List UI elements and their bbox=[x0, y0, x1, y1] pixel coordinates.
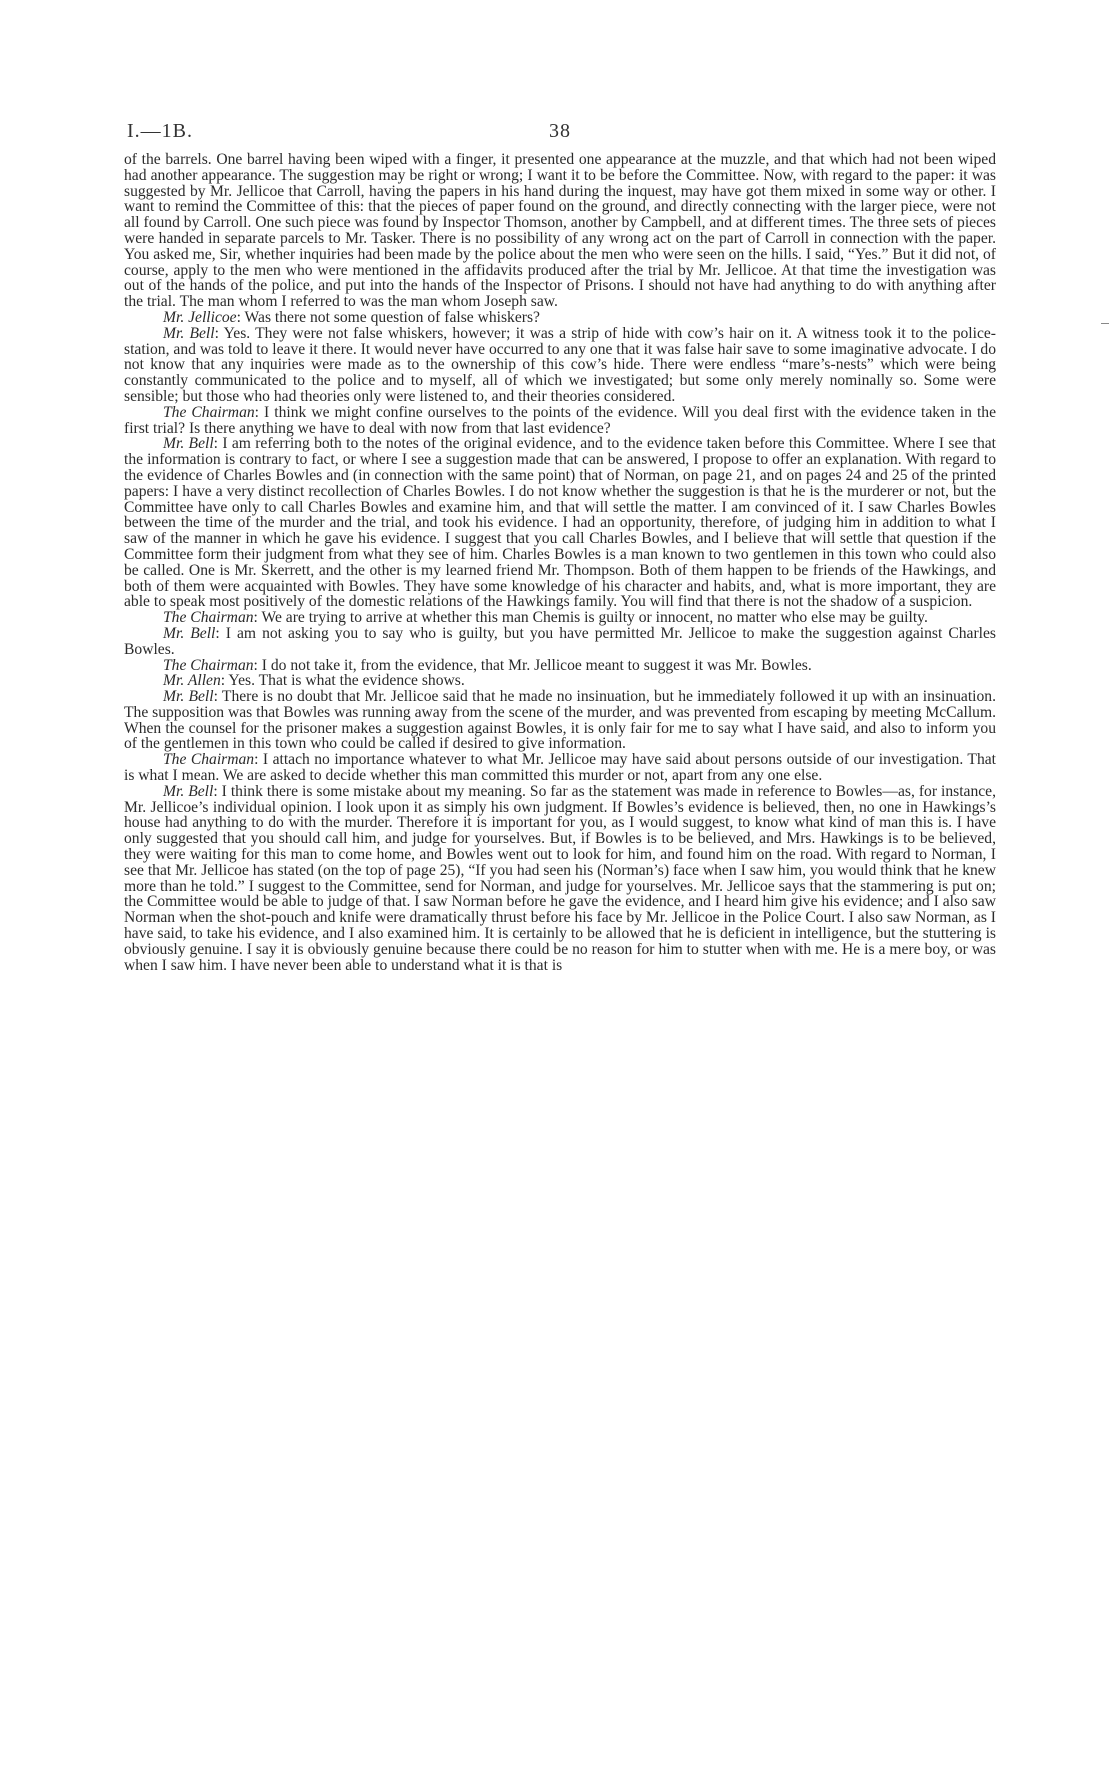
paragraph-text: : Was there not some question of false whiskers? bbox=[236, 308, 540, 326]
paragraph bbox=[124, 326, 996, 405]
paragraph-text: : I think we might confine ourselves to the points of the evidence. Will you deal first with the evidence taken in the first trial? Is there anything we have to deal with now from that last evidence? bbox=[124, 403, 996, 437]
speaker-name: Mr. Bell bbox=[163, 435, 214, 453]
page-number: 38 bbox=[549, 120, 571, 142]
paragraph-text: : I do not take it, from the evidence, that Mr. Jellicoe meant to suggest it was Mr. Bowles. bbox=[253, 656, 812, 674]
paragraph bbox=[124, 689, 996, 752]
speaker-name: Mr. Bell bbox=[163, 688, 214, 706]
page-header bbox=[124, 118, 996, 152]
paragraph bbox=[124, 152, 996, 310]
paragraph-text: : We are trying to arrive at whether this man Chemis is guilty or innocent, no matter who else may be guilty. bbox=[253, 609, 928, 627]
paragraph bbox=[124, 310, 996, 326]
speaker-name: The Chairman bbox=[163, 656, 254, 674]
speaker-name: The Chairman bbox=[163, 751, 255, 769]
document-reference: I.—1B. bbox=[127, 120, 193, 142]
paragraph-text: : Yes. They were not false whiskers, however; it was a strip of hide with cow’s hair on it. A witness took it to the police-station, and was told to leave it there. It would never have occurred to any one that it was false hair save to some imaginative advocate. I do not know that any inquiries were made as to the ownership of this cow’s hide. There were endless “mare’s-nests” which were being constantly communicated to the police and to myself, all of which we investigated; but some only merely nominally so. Some were sensible; but those who had theories only were listened to, and their theories considered. bbox=[124, 324, 996, 405]
paragraph bbox=[124, 673, 996, 689]
margin-mark bbox=[1101, 323, 1109, 324]
paragraph bbox=[124, 610, 996, 626]
speaker-name: Mr. Bell bbox=[163, 324, 215, 342]
speaker-name: The Chairman bbox=[163, 403, 255, 421]
document-body bbox=[124, 152, 996, 973]
paragraph bbox=[124, 405, 996, 437]
paragraph-text: : I attach no importance whatever to what Mr. Jellicoe may have said about persons outside of our investigation. That is what I mean. We are asked to decide whether this man committed this murder or not, apart from any one else. bbox=[124, 751, 996, 785]
speaker-name: Mr. Allen bbox=[163, 672, 221, 690]
paragraph bbox=[124, 658, 996, 674]
speaker-name: Mr. Jellicoe bbox=[163, 308, 237, 326]
document-page bbox=[124, 118, 996, 973]
paragraph bbox=[124, 436, 996, 610]
paragraph-text: : I am referring both to the notes of the original evidence, and to the evidence taken before this Committee. Where I see that the information is contrary to fact, or where I see a suggestion made that can be answered, I propose to offer an explanation. With regard to the evidence of Charles Bowles and (in connection with the same point) that of Norman, on page 21, and on pages 24 and 25 of the printed papers: I have a very distinct recollection of Charles Bowles. I do not know whether the suggestion is that he is the murderer or not, but the Committee have only to call Charles Bowles and examine him, and that will settle the matter. I am convinced of it. I saw Charles Bowles between the time of the murder and the trial, and took his evidence. I had an opportunity, therefore, of judging him in addition to what I saw of the manner in which he gave his evidence. I suggest that you call Charles Bowles, and I believe that will settle that question if the Committee form their judgment from what they see of him. Charles Bowles is a man known to two gentlemen in this town who could also be called. One is Mr. Skerrett, and the other is my learned friend Mr. Thompson. Both of them happen to be friends of the Hawkings, and both of them were acquainted with Bowles. They have some knowledge of his character and habits, and, what is more important, they are able to speak most positively of the domestic relations of the Hawkings family. You will find that there is not the shadow of a suspicion. bbox=[124, 435, 996, 611]
paragraph-text: : There is no doubt that Mr. Jellicoe said that he made no insinuation, but he immediately followed it up with an insinuation. The supposition was that Bowles was running away from the scene of the murder, and was prevented from escaping by meeting McCallum. When the counsel for the prisoner makes a suggestion against Bowles, it is only fair for me to say what I have said, and also to inform you of the gentlemen in this town who could be called if desired to give information. bbox=[124, 688, 996, 753]
paragraph-text: of the barrels. One barrel having been wiped with a finger, it presented one appearance at the muzzle, and that which had not been wiped had another appearance. The suggestion may be right or wrong; I want it to be before the Committee. Now, with regard to the paper: it was suggested by Mr. Jellicoe that Carroll, having the papers in his hand during the inquest, may have got them mixed in some way or other. I want to remind the Committee of this: that the pieces of paper found on the ground, and directly connecting with the larger piece, were not all found by Carroll. One such piece was found by Inspector Thomson, another by Campbell, and at different times. The three sets of pieces were handed in separate parcels to Mr. Tasker. There is no possibility of any wrong act on the part of Carroll in connection with the paper. You asked me, Sir, whether inquiries had been made by the police about the men who were seen on the hills. I said, “Yes.” But it did not, of course, apply to the men who were mentioned in the affidavits produced after the trial by Mr. Jellicoe. At that time the investigation was out of the hands of the police, and put into the hands of the Inspector of Prisons. I should not have had anything to do with anything after the trial. The man whom I referred to was the man whom Joseph saw. bbox=[124, 151, 996, 311]
paragraph-text: : I think there is some mistake about my meaning. So far as the statement was made in reference to Bowles—as, for instance, Mr. Jellicoe’s individual opinion. I look upon it as simply his own judgment. If Bowles’s evidence is believed, then, no one in Hawkings’s house had anything to do with the murder. Therefore it is important for you, as I would suggest, to know what kind of man this is. I have only suggested that you should call him, and judge for yourselves. But, if Bowles is to be believed, and Mrs. Hawkings is to be believed, they were waiting for this man to come home, and Bowles went out to look for him, and found him on the road. With regard to Norman, I see that Mr. Jellicoe has stated (on the top of page 25), “If you had seen his (Norman’s) face when I saw him, you would think that he knew more than he told.” I suggest to the Committee, send for Norman, and judge for yourselves. Mr. Jellicoe says that the stammering is put on; the Committee would be able to judge of that. I saw Norman before he gave the evidence, and I heard him give his evidence; and I also saw Norman when the shot-pouch and knife were dramatically thrust before his face by Mr. Jellicoe in the Police Court. I also saw Norman, as I have said, to take his evidence, and I also examined him. It is certainly to be allowed that he is deficient in intelligence, but the stuttering is obviously genuine. I say it is obviously genuine because there could be no reason for him to stutter when with me. He is a mere boy, or was when I saw him. I have never been able to understand what it is that is bbox=[124, 782, 996, 974]
paragraph bbox=[124, 626, 996, 658]
paragraph bbox=[124, 752, 996, 784]
paragraph-text: : Yes. That is what the evidence shows. bbox=[220, 672, 465, 690]
paragraph bbox=[124, 784, 996, 974]
speaker-name: Mr. Bell bbox=[163, 782, 214, 800]
speaker-name: The Chairman bbox=[163, 609, 254, 627]
speaker-name: Mr. Bell bbox=[163, 624, 216, 642]
paragraph-text: : I am not asking you to say who is guilty, but you have permitted Mr. Jellicoe to make the suggestion against Charles Bowles. bbox=[124, 624, 996, 658]
